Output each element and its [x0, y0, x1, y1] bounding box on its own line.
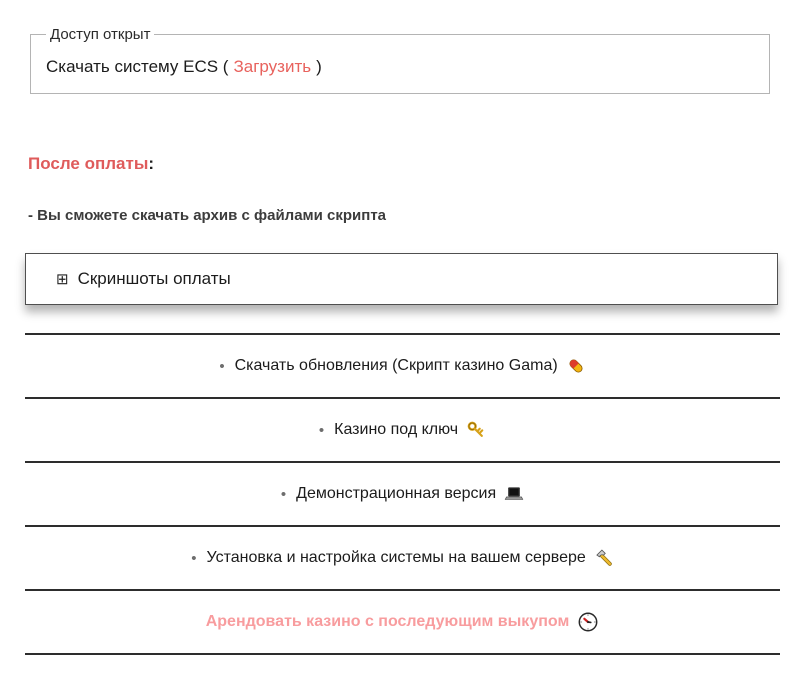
services-list: [25, 333, 780, 655]
laptop-icon: [504, 484, 524, 504]
list-item-turnkey[interactable]: [25, 399, 780, 463]
clock-icon: [577, 611, 599, 633]
list-item-label: Арендовать казино с последующим выкупом: [205, 613, 570, 630]
download-text-after: ): [316, 57, 322, 76]
bullet-icon: •: [191, 549, 197, 567]
list-item-label: Демонстрационная версия: [296, 485, 497, 502]
list-item-label: Установка и настройка системы на вашем сервере: [206, 549, 586, 566]
payment-screenshots-expander[interactable]: [25, 253, 778, 305]
list-item-rent[interactable]: [25, 591, 780, 655]
bullet-icon: •: [318, 421, 325, 439]
download-text-before: Скачать систему ECS (: [46, 57, 229, 76]
access-panel-legend: Доступ открыт: [50, 26, 151, 43]
download-link[interactable]: Загрузить: [233, 57, 312, 76]
list-item-label: Казино под ключ: [334, 421, 459, 438]
archive-note: - Вы сможете скачать архив с файлами скрипта: [28, 207, 387, 224]
payment-screenshots-label: Скриншоты оплаты: [77, 269, 231, 288]
list-item-label: Скачать обновления (Скрипт казино Gama): [234, 357, 558, 374]
pill-icon: [566, 356, 586, 376]
list-item-install[interactable]: [25, 527, 780, 591]
after-payment-heading: [28, 154, 807, 174]
list-item-updates[interactable]: [25, 335, 780, 399]
key-icon: [466, 420, 486, 440]
expand-plus-icon: ⊞: [56, 270, 69, 288]
after-payment-suffix: :: [148, 154, 155, 173]
bullet-icon: •: [219, 357, 225, 375]
hammer-icon: [594, 548, 614, 568]
access-open-panel: [30, 26, 770, 94]
list-item-demo[interactable]: [25, 463, 780, 527]
after-payment-highlight: После оплаты: [28, 154, 149, 173]
bullet-icon: •: [280, 485, 287, 503]
download-system-line: [46, 57, 757, 77]
